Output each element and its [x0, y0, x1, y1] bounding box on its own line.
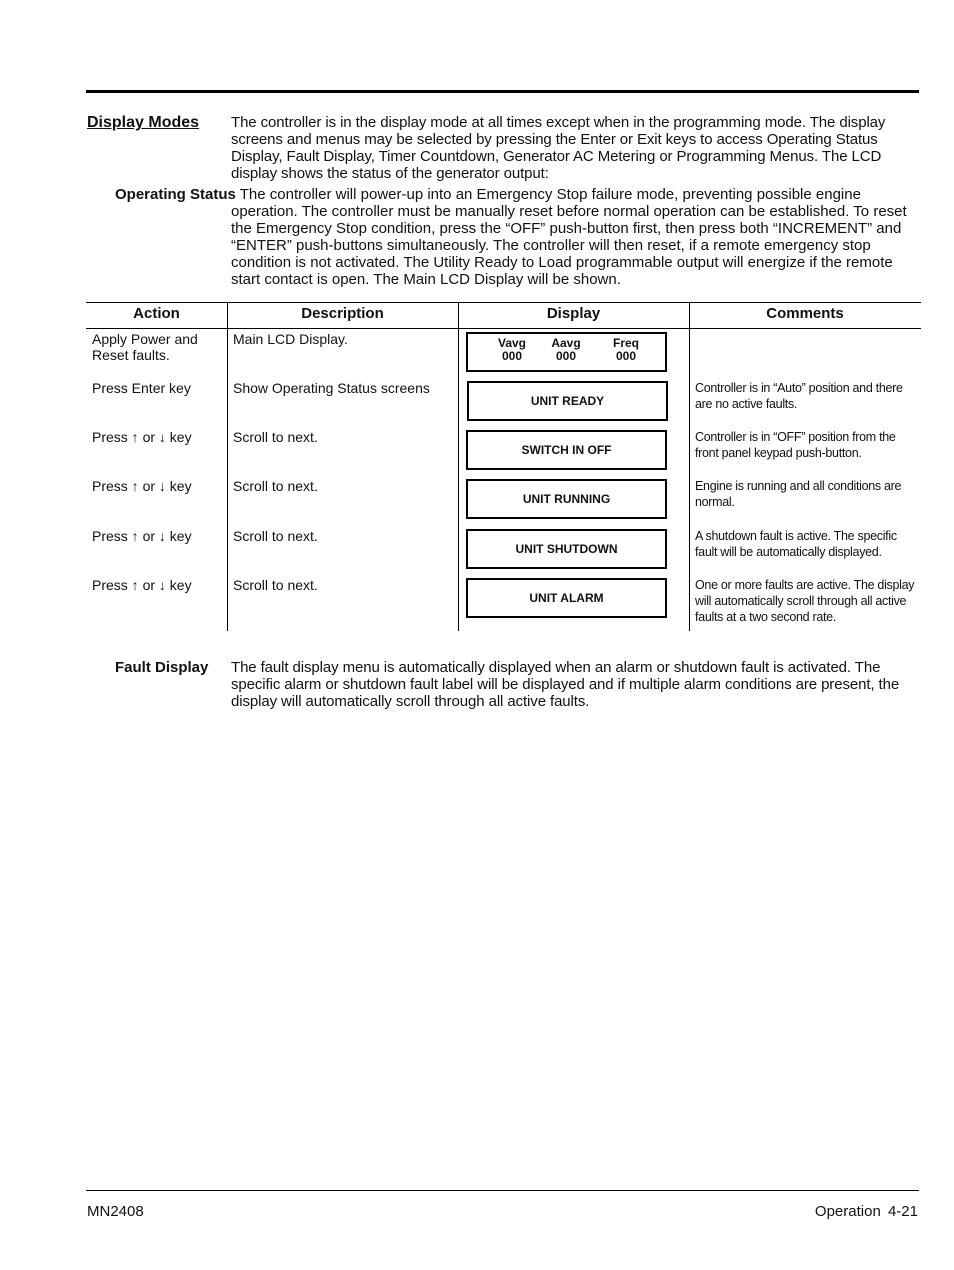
row-action: Press ↑ or ↓ key — [92, 478, 192, 494]
status-table — [86, 302, 921, 631]
operating-status-label: Operating Status — [115, 186, 236, 203]
col-divider — [458, 302, 459, 631]
lcd-label: Vavg — [497, 336, 527, 350]
top-rule — [86, 90, 919, 93]
operating-status-block — [115, 186, 921, 288]
table-top-rule — [86, 302, 921, 303]
header-display: Display — [546, 305, 601, 322]
fault-display-paragraph: The fault display menu is automatically displayed when an alarm or shutdown fault is activated. The specific alarm or shutdown fault label will be displayed and if multiple alarm conditions are present, the display will automatically scroll through all active faults. — [231, 659, 900, 710]
header-description: Description — [301, 305, 384, 322]
row-action: Press Enter key — [92, 380, 191, 396]
lcd-col-freq — [606, 337, 646, 363]
lcd-col-vavg — [492, 337, 532, 363]
doc-number: MN2408 — [87, 1203, 144, 1220]
row-comment: Engine is running and all conditions are normal. — [695, 479, 902, 509]
lcd-unit-shutdown: UNIT SHUTDOWN — [466, 529, 667, 569]
operating-status-text: The controller will power-up into an Emergency Stop failure mode, preventing possible engine operation. The controller must be manually reset before normal operation can be established. To reset the Emergency Stop condition, press the “OFF” push-button first, then press both “INCREMENT” and “ENTER” push-buttons simultaneously. The controller will then reset, if a remote emergency stop condition is not activated. The Utility Ready to Load programmable output will energize if the remote start contact is open. The Main LCD Display will be shown. — [231, 186, 907, 288]
row-action: Press ↑ or ↓ key — [92, 577, 192, 593]
lcd-unit-running: UNIT RUNNING — [466, 479, 667, 519]
lcd-main-display — [466, 332, 667, 372]
section-heading: Display Modes — [87, 114, 200, 131]
col-divider — [689, 302, 690, 631]
intro-paragraph: The controller is in the display mode at all times except when in the programming mode. The display screens and menus may be selected by pressing the Enter or Exit keys to access Operating Status Display, Fault Display, Timer Countdown, Generator AC Metering or Programming Menus. The LCD display shows the status of the generator output: — [231, 114, 886, 182]
fault-display-label: Fault Display — [115, 659, 209, 676]
row-action: Press ↑ or ↓ key — [92, 528, 192, 544]
header-comments: Comments — [766, 305, 844, 322]
row-description: Show Operating Status screens — [233, 380, 430, 396]
row-comment: Controller is in “OFF” position from the front panel keypad push-button. — [695, 430, 896, 460]
row-description: Main LCD Display. — [233, 331, 348, 347]
lcd-switch-in-off: SWITCH IN OFF — [466, 430, 667, 470]
row-comment: Controller is in “Auto” position and there are no active faults. — [695, 381, 903, 411]
row-action: Press ↑ or ↓ key — [92, 429, 192, 445]
lcd-value: 000 — [615, 349, 637, 363]
bottom-rule — [86, 1190, 919, 1191]
row-comment: A shutdown fault is active. The specific fault will be automatically displayed. — [695, 529, 897, 559]
table-header-rule — [86, 328, 921, 329]
lcd-value: 000 — [501, 349, 523, 363]
lcd-unit-ready: UNIT READY — [467, 381, 668, 421]
lcd-label: Freq — [612, 336, 639, 350]
col-divider — [227, 302, 228, 631]
page-label: Operation 4-21 — [814, 1203, 918, 1220]
row-description: Scroll to next. — [233, 577, 318, 593]
lcd-value: 000 — [555, 349, 577, 363]
row-description: Scroll to next. — [233, 528, 318, 544]
lcd-label: Aavg — [551, 336, 581, 350]
lcd-col-aavg — [546, 337, 586, 363]
header-action: Action — [133, 305, 180, 322]
row-comment: One or more faults are active. The display will automatically scroll through all active faults at a two second rate. — [695, 578, 915, 624]
lcd-unit-alarm: UNIT ALARM — [466, 578, 667, 618]
row-description: Scroll to next. — [233, 429, 318, 445]
row-action: Apply Power and Reset faults. — [92, 331, 198, 363]
operating-status-paragraph — [115, 186, 921, 288]
row-description: Scroll to next. — [233, 478, 318, 494]
